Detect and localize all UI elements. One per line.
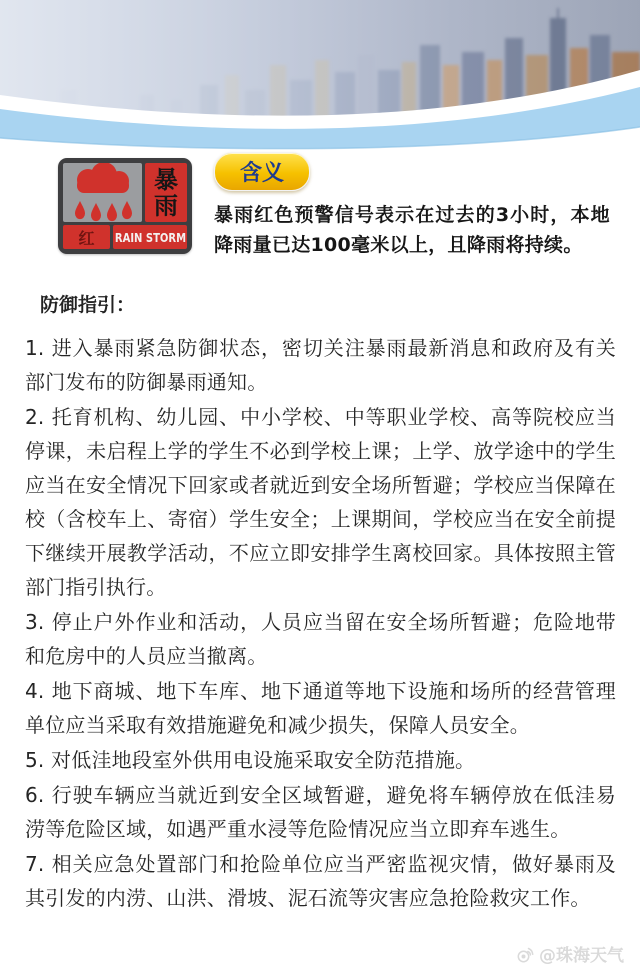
sign-level-panel — [63, 225, 110, 249]
rain-cloud-icon — [63, 163, 142, 222]
watermark — [515, 941, 624, 966]
guideline-item-7: 7. 相关应急处置部门和抢险单位应当严密监视灾情，做好暴雨及其引发的内涝、山洪、滑坡、泥石流等灾害应急抢险救灾工作。 — [25, 852, 616, 910]
guideline-item-6: 6. 行驶车辆应当就近到安全区域暂避，避免将车辆停放在低洼易涝等危险区域，如遇严重水浸等危险情况应当立即弃车逃生。 — [25, 783, 616, 841]
guideline-item-1: 1. 进入暴雨紧急防御状态，密切关注暴雨最新消息和政府及有关部门发布的防御暴雨通知。 — [25, 336, 616, 394]
sign-top-row — [63, 163, 187, 222]
signal-header-row — [58, 158, 640, 260]
sign-bottom-row — [63, 225, 187, 249]
guidelines-title: 防御指引： — [40, 294, 136, 316]
meaning-text: 暴雨红色预警信号表示在过去的3小时，本地降雨量已达100毫米以上，且降雨将持续。 — [214, 204, 610, 256]
rainstorm-red-warning-sign — [58, 158, 192, 254]
guideline-item-3: 3. 停止户外作业和活动，人员应当留在安全场所暂避；危险地带和危房中的人员应当撤离。 — [25, 610, 616, 668]
sign-name-panel — [145, 163, 187, 222]
sign-english-text: RAIN STORM — [114, 229, 186, 245]
defense-guidelines — [25, 290, 616, 915]
wave-divider — [0, 65, 640, 150]
sign-level-text: 红 — [78, 228, 95, 248]
sign-english-panel — [113, 225, 187, 249]
meaning-badge: 含义 — [214, 152, 310, 191]
guideline-item-2: 2. 托育机构、幼儿园、中小学校、中等职业学校、高等院校应当停课，未启程上学的学生不必到学校上课；上学、放学途中的学生应当在安全情况下回家或者就近到安全场所暂避；学校应当保障在校（含校车上、寄宿）学生安全；上课期间，学校应当在安全前提下继续开展教学活动，不应立即安排学生离校回家。具体按照主管部门指引执行。 — [25, 405, 616, 599]
watermark-text: @珠海天气 — [539, 946, 624, 966]
guideline-item-4: 4. 地下商城、地下车库、地下通道等地下设施和场所的经营管理单位应当采取有效措施避免和减少损失，保障人员安全。 — [25, 679, 616, 737]
city-skyline-image — [0, 0, 640, 150]
sign-name-text: 暴雨 — [154, 165, 178, 220]
guideline-item-5: 5. 对低洼地段室外供用电设施采取安全防范措施。 — [25, 748, 476, 772]
weibo-icon — [515, 944, 535, 964]
meaning-section — [214, 158, 610, 260]
